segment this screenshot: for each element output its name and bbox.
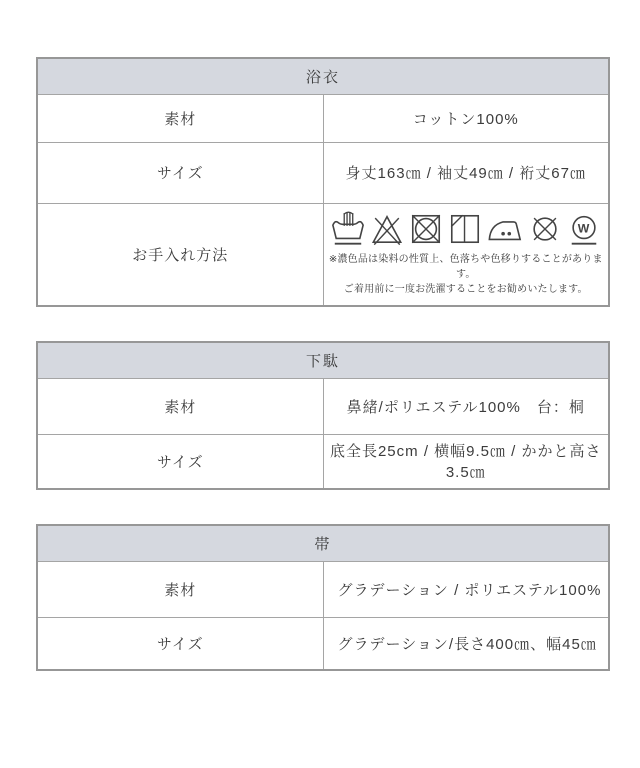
do-not-tumble-dry-icon: [409, 210, 443, 248]
table-title-obi: 帯: [37, 525, 609, 562]
row-label-material: 素材: [37, 379, 323, 435]
iron-medium-heat-icon: [487, 210, 523, 248]
spec-table-geta: [36, 341, 610, 490]
row-label-material: 素材: [37, 562, 323, 618]
hand-wash-icon: [331, 210, 365, 248]
row-label-size: サイズ: [37, 142, 323, 203]
table-title-geta: 下駄: [37, 342, 609, 379]
shade-hang-dry-icon: [448, 210, 482, 248]
table-row: [37, 618, 609, 670]
row-value-care: [323, 203, 609, 306]
row-value-size: 身丈163㎝ / 袖丈49㎝ / 裄丈67㎝: [323, 142, 609, 203]
table-row: [37, 203, 609, 306]
row-value-material: 鼻緒/ポリエステル100% 台：桐: [323, 379, 609, 435]
table-row: [37, 379, 609, 435]
row-label-size: サイズ: [37, 435, 323, 489]
wet-cleaning-gentle-icon: [567, 210, 601, 248]
row-value-material: コットン100%: [323, 94, 609, 142]
laundry-care-icons: [331, 210, 601, 248]
table-row: [37, 562, 609, 618]
row-value-size: グラデーション/長さ400㎝、幅45㎝: [323, 618, 609, 670]
table-gap: [36, 307, 640, 341]
table-row: [37, 142, 609, 203]
spec-table-yukata: [36, 57, 610, 307]
spec-table-obi: [36, 524, 610, 671]
care-note-line1: ※濃色品は染料の性質上、色落ちや色移りすることがあります。: [328, 253, 603, 280]
do-not-bleach-icon: [370, 210, 404, 248]
table-title-yukata: 浴衣: [37, 58, 609, 94]
table-gap: [36, 490, 640, 524]
row-label-size: サイズ: [37, 618, 323, 670]
care-note-line2: ご着用前に一度お洗濯することをお勧めいたします。: [343, 283, 588, 295]
do-not-dry-clean-icon: [528, 210, 562, 248]
wet-clean-letter: W: [577, 220, 591, 235]
row-label-care: お手入れ方法: [37, 203, 323, 306]
table-row: [37, 435, 609, 489]
table-row: [37, 94, 609, 142]
row-value-material: グラデーション / ポリエステル100%: [323, 562, 609, 618]
row-value-size: 底全長25cm / 横幅9.5㎝ / かかと高さ3.5㎝: [323, 435, 609, 489]
row-label-material: 素材: [37, 94, 323, 142]
